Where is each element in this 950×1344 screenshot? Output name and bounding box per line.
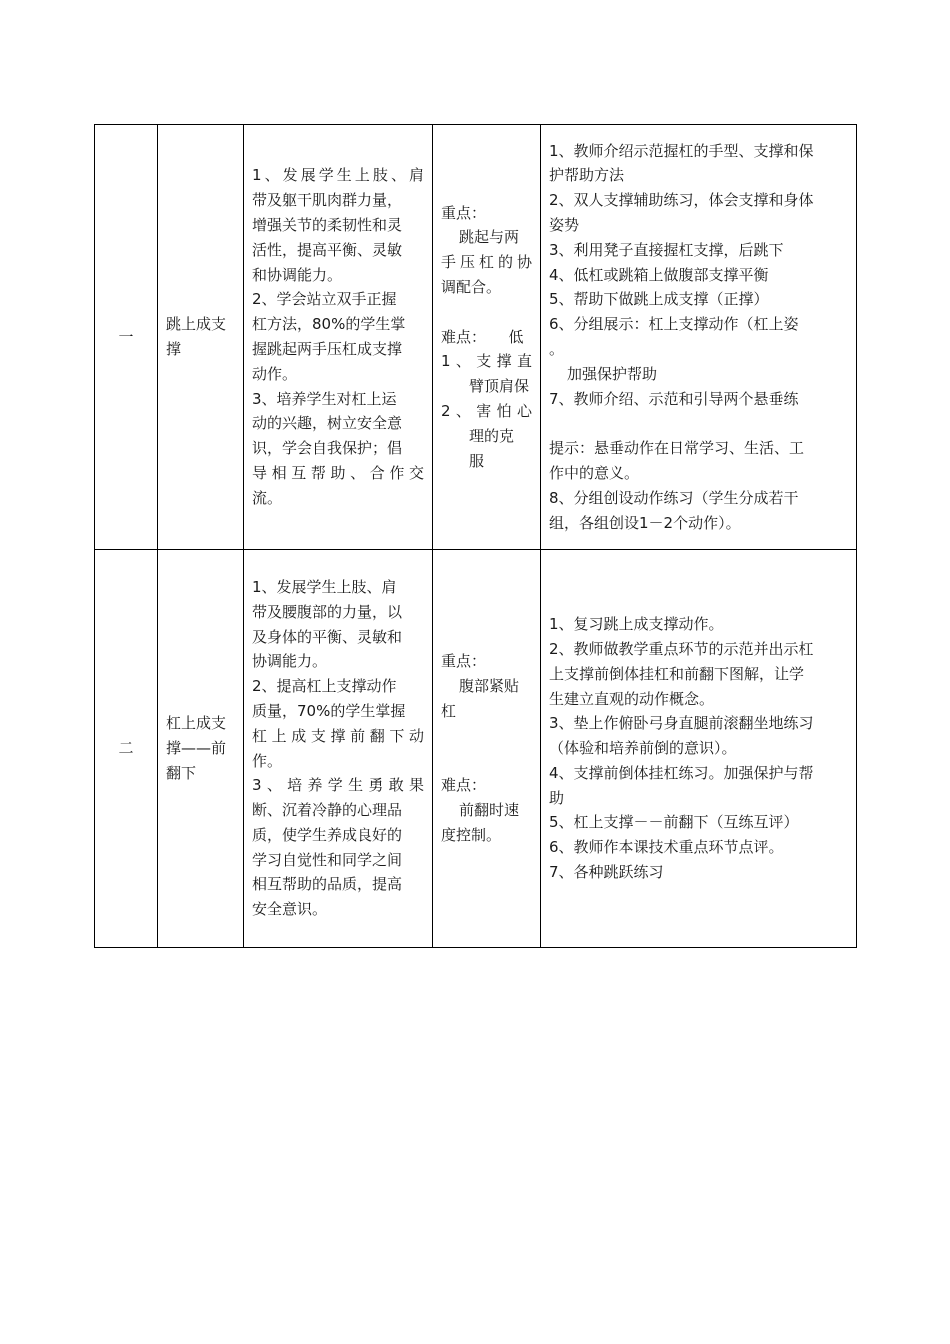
lesson-keypoints: 重点： 腹部紧贴 杠 难点： 前翻时速 度控制。 bbox=[433, 550, 541, 948]
lesson-number: 二 bbox=[95, 550, 158, 948]
lesson-title: 跳上成支 撑 bbox=[158, 125, 244, 550]
lesson-title: 杠上成支 撑——前 翻下 bbox=[158, 550, 244, 948]
lesson-goals: 1、发展学生上肢、肩 带及腰腹部的力量，以 及身体的平衡、灵敏和 协调能力。 2、提高杠上支撑动作 质量，70%的学生掌握 杠上成支撑前翻下动 作。 3、培养学生勇敢果 断、沉着冷静的心理品 质，使学生养成良好的 学习自觉性和同学之间 相互帮助的品质，提高 安全意识。 bbox=[244, 550, 433, 948]
table-row bbox=[95, 550, 857, 948]
lesson-number: 一 bbox=[95, 125, 158, 550]
lesson-methods: 1、教师介绍示范握杠的手型、支撑和保 护帮助方法 2、双人支撑辅助练习，体会支撑和身体 姿势 3、利用凳子直接握杠支撑，后跳下 4、低杠或跳箱上做腹部支撑平衡 5、帮助下做跳上成支撑（正撑） 6、分组展示：杠上支撑动作（杠上姿 。 加强保护帮助 7、教师介绍、示范和引导两个悬垂练 提示：悬垂动作在日常学习、生活、工 作中的意义。 8、分组创设动作练习（学生分成若干 组，各组创设1－2个动作）。 bbox=[541, 125, 857, 550]
table-row bbox=[95, 125, 857, 550]
lesson-keypoints: 重点： 跳起与两 手压杠的协 调配合。 难点： 低 1、支撑直 臂顶肩保 2、害怕心 理的克 服 bbox=[433, 125, 541, 550]
lesson-goals: 1、发展学生上肢、肩 带及躯干肌肉群力量， 增强关节的柔韧性和灵 活性，提高平衡、灵敏 和协调能力。 2、学会站立双手正握 杠方法，80%的学生掌 握跳起两手压杠成支撑 动作。 3、培养学生对杠上运 动的兴趣，树立安全意 识，学会自我保护；倡 导相互帮助、合作交 流。 bbox=[244, 125, 433, 550]
lesson-plan-table bbox=[94, 124, 857, 948]
lesson-methods: 1、复习跳上成支撑动作。 2、教师做教学重点环节的示范并出示杠 上支撑前倒体挂杠和前翻下图解，让学 生建立直观的动作概念。 3、垫上作俯卧弓身直腿前滚翻坐地练习 （体验和培养前倒的意识）。 4、支撑前倒体挂杠练习。加强保护与帮 助 5、杠上支撑－－前翻下（互练互评） 6、教师作本课技术重点环节点评。 7、各种跳跃练习 bbox=[541, 550, 857, 948]
